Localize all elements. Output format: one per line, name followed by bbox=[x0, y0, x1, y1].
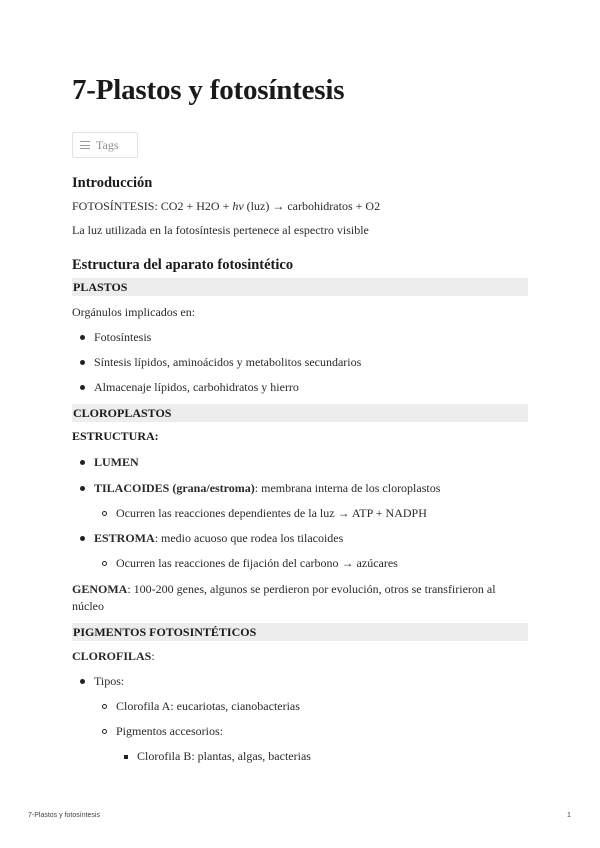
bullet-disc bbox=[80, 385, 85, 390]
bullet-circle bbox=[102, 704, 107, 709]
list-item: Síntesis lípidos, aminoácidos y metabolitos secundarios bbox=[94, 355, 362, 369]
estroma-subitem: Ocurren las reacciones de fijación del carbono → azúcares bbox=[116, 556, 398, 570]
formula-pre: FOTOSÍNTESIS: CO2 + H2O + bbox=[72, 199, 233, 213]
clorofilas-term: CLOROFILAS bbox=[72, 649, 152, 663]
tags-label: Tags bbox=[96, 137, 119, 152]
pigmentos-highlight: PIGMENTOS FOTOSINTÉTICOS bbox=[72, 623, 528, 641]
list-icon bbox=[80, 141, 90, 149]
bullet-disc bbox=[80, 536, 85, 541]
tilacoides-subitem: Ocurren las reacciones dependientes de la luz → ATP + NADPH bbox=[116, 506, 427, 520]
pigmentos-accesorios-item: Pigmentos accesorios: bbox=[116, 724, 223, 738]
plastos-highlight: PLASTOS bbox=[72, 278, 528, 296]
page-title: 7-Plastos y fotosíntesis bbox=[72, 74, 345, 106]
genoma-desc-1: : 100-200 genes, algunos se perdieron por evolución, otros se transfirieron al bbox=[127, 582, 496, 596]
clorofilas-line bbox=[72, 648, 528, 665]
list-item: Fotosíntesis bbox=[94, 330, 152, 344]
genoma-desc-2: núcleo bbox=[72, 599, 104, 613]
footer-document-title: 7-Plastos y fotosíntesis bbox=[28, 812, 100, 819]
footer-page-number: 1 bbox=[567, 812, 571, 819]
bullet-circle bbox=[102, 729, 107, 734]
clorofilas-colon: : bbox=[151, 649, 155, 663]
bullet-circle bbox=[102, 561, 107, 566]
bullet-disc bbox=[80, 679, 85, 684]
tags-property[interactable] bbox=[72, 132, 138, 158]
bullet-disc bbox=[80, 360, 85, 365]
clorofila-b-item: Clorofila B: plantas, algas, bacterias bbox=[137, 749, 311, 763]
intro-heading: Introducción bbox=[72, 175, 153, 191]
bullet-disc bbox=[80, 335, 85, 340]
bullet-circle bbox=[102, 511, 107, 516]
clorofila-a-item: Clorofila A: eucariotas, cianobacterias bbox=[116, 699, 300, 713]
genoma-term: GENOMA bbox=[72, 582, 128, 596]
tilacoides-item bbox=[94, 481, 440, 496]
organulos-intro: Orgánulos implicados en: bbox=[72, 305, 196, 319]
formula-hv: hν bbox=[232, 199, 244, 213]
tilacoides-desc: : membrana interna de los cloroplastos bbox=[254, 481, 441, 495]
bullet-disc bbox=[80, 460, 85, 465]
formula-post: (luz) → carbohidratos + O2 bbox=[243, 199, 381, 213]
intro-line-2: La luz utilizada en la fotosíntesis pertenece al espectro visible bbox=[72, 223, 369, 237]
estroma-desc: : medio acuoso que rodea los tilacoides bbox=[154, 531, 344, 545]
cloroplastos-highlight: CLOROPLASTOS bbox=[72, 404, 528, 422]
genoma-paragraph bbox=[72, 581, 528, 615]
estroma-term: ESTROMA bbox=[94, 531, 155, 545]
bullet-square bbox=[124, 755, 128, 759]
photosynthesis-formula bbox=[72, 198, 528, 215]
tilacoides-term: TILACOIDES (grana/estroma) bbox=[94, 481, 255, 495]
tipos-item: Tipos: bbox=[94, 674, 125, 688]
estructura-label: ESTRUCTURA: bbox=[72, 429, 159, 443]
estroma-item bbox=[94, 531, 343, 546]
list-item: Almacenaje lípidos, carbohidratos y hierro bbox=[94, 380, 299, 394]
bullet-disc bbox=[80, 486, 85, 491]
lumen-item: LUMEN bbox=[94, 455, 139, 469]
structure-heading: Estructura del aparato fotosintético bbox=[72, 257, 294, 273]
